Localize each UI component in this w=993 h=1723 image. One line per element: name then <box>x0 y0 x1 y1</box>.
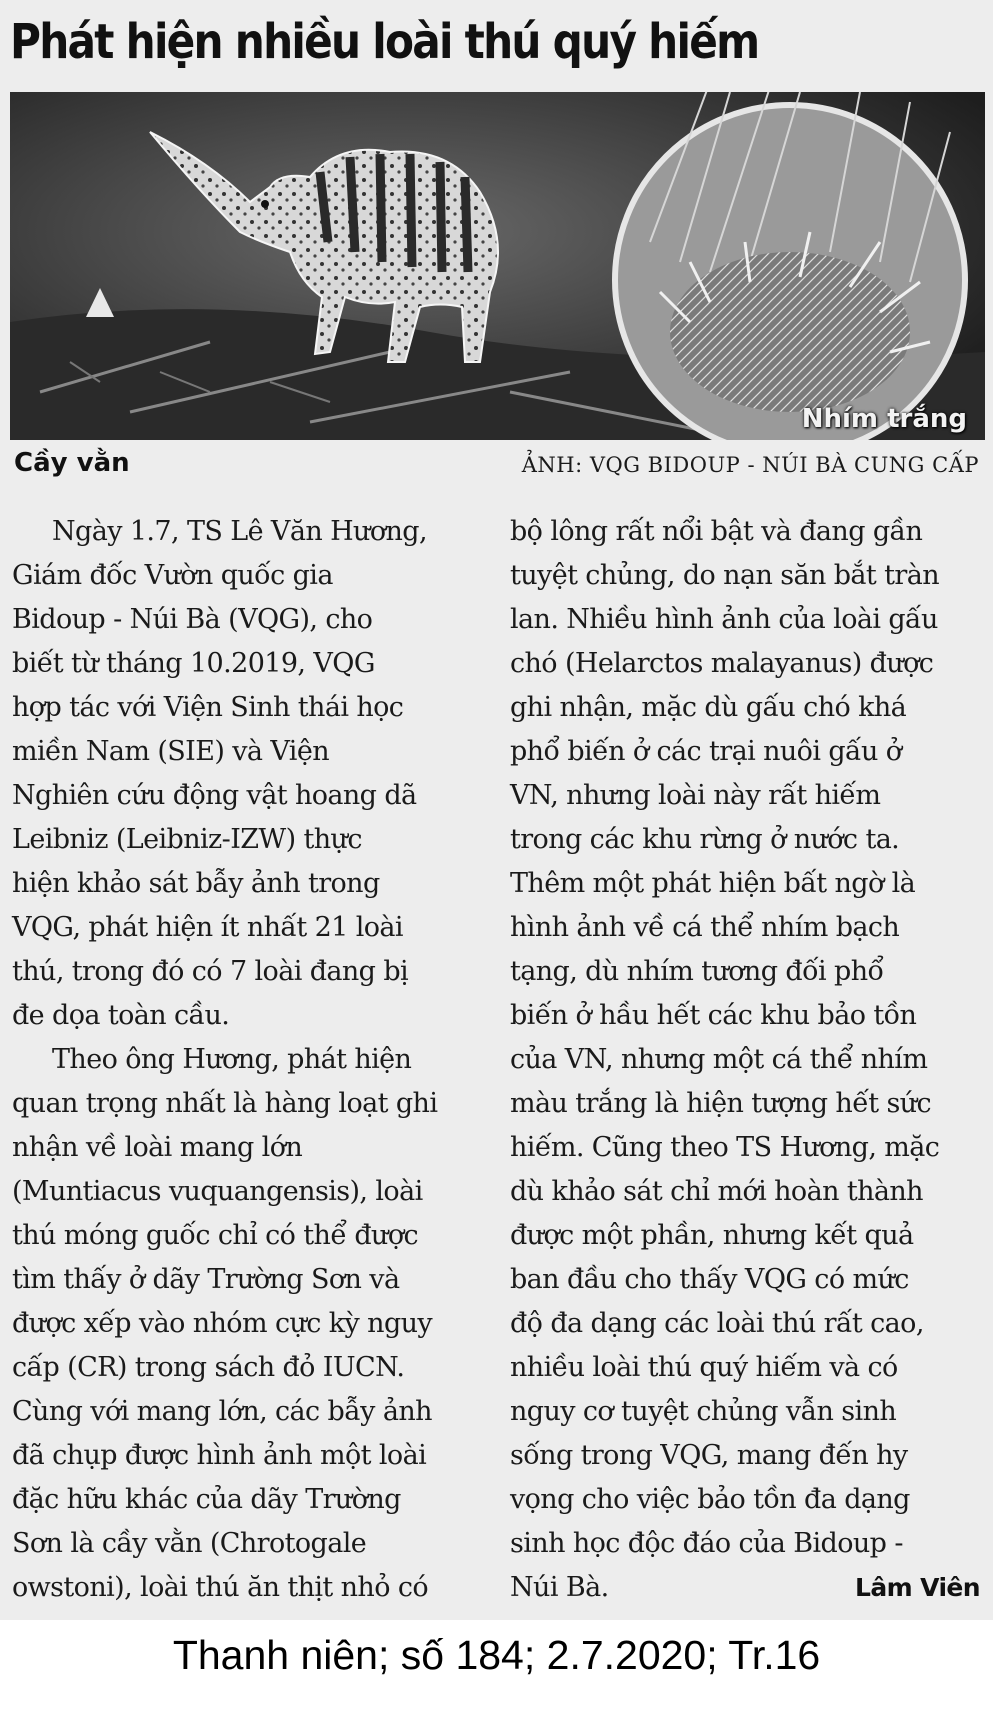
text-line: cấp (CR) trong sách đỏ IUCN. <box>12 1352 405 1383</box>
text-line: ban đầu cho thấy VQG có mức <box>510 1264 909 1295</box>
text-line: sống trong VQG, mang đến hy <box>510 1440 908 1471</box>
right-column <box>510 510 980 1610</box>
text-line: thú, trong đó có 7 loài đang bị <box>12 956 409 987</box>
text-line: (Muntiacus vuquangensis), loài <box>12 1176 423 1207</box>
text-line: VN, nhưng loài này rất hiếm <box>510 780 881 811</box>
text-line: quan trọng nhất là hàng loạt ghi <box>12 1088 438 1119</box>
text-line: hiếm. Cũng theo TS Hương, mặc <box>510 1132 940 1163</box>
article-photo <box>10 92 985 440</box>
text-line: chó (Helarctos malayanus) được <box>510 648 934 679</box>
byline: Lâm Viên <box>855 1573 980 1602</box>
text-line: biết từ tháng 10.2019, VQG <box>12 648 375 679</box>
photo-caption: Cầy vằn <box>14 448 130 478</box>
text-line: Sơn là cầy vằn (Chrotogale <box>12 1528 367 1559</box>
text-line: Bidoup - Núi Bà (VQG), cho <box>12 604 373 635</box>
text-line: tìm thấy ở dãy Trường Sơn và <box>12 1264 400 1295</box>
text-line: của VN, nhưng một cá thể nhím <box>510 1044 928 1075</box>
text-line: phổ biến ở các trại nuôi gấu ở <box>510 736 902 767</box>
text-line: Nghiên cứu động vật hoang dã <box>12 780 417 811</box>
source-line: Thanh niên; số 184; 2.7.2020; Tr.16 <box>172 1632 821 1678</box>
text-line: bộ lông rất nổi bật và đang gần <box>510 516 923 547</box>
text-line: sinh học độc đáo của Bidoup - <box>510 1528 903 1559</box>
text-line: hợp tác với Viện Sinh thái học <box>12 692 404 723</box>
text-line: tạng, dù nhím tương đối phổ <box>510 956 884 987</box>
text-line: Cùng với mang lớn, các bẫy ảnh <box>12 1396 432 1427</box>
text-line: lan. Nhiều hình ảnh của loài gấu <box>510 604 938 635</box>
text-line: Theo ông Hương, phát hiện <box>52 1044 412 1075</box>
photo-credit: ẢNH: VQG BIDOUP - NÚI BÀ CUNG CẤP <box>521 453 979 477</box>
inset-label: Nhím trắng <box>801 404 967 434</box>
text-line: Thêm một phát hiện bất ngờ là <box>510 868 916 899</box>
text-line: nhận về loài mang lớn <box>12 1132 303 1163</box>
text-line: VQG, phát hiện ít nhất 21 loài <box>12 912 403 943</box>
text-line: tuyệt chủng, do nạn săn bắt tràn <box>510 560 940 591</box>
text-line: ghi nhận, mặc dù gấu chó khá <box>510 692 907 723</box>
text-line: nguy cơ tuyệt chủng vẫn sinh <box>510 1396 897 1427</box>
text-line: đe dọa toàn cầu. <box>12 1000 230 1031</box>
text-line: hình ảnh về cá thể nhím bạch <box>510 912 900 943</box>
headline: Phát hiện nhiều loài thú quý hiếm <box>10 14 759 70</box>
text-line: dù khảo sát chỉ mới hoàn thành <box>510 1176 923 1207</box>
left-column <box>12 510 467 1610</box>
text-line: vọng cho việc bảo tồn đa dạng <box>510 1484 910 1515</box>
text-line: Leibniz (Leibniz-IZW) thực <box>12 824 362 855</box>
text-line: đã chụp được hình ảnh một loài <box>12 1440 427 1471</box>
text-line: owstoni), loài thú ăn thịt nhỏ có <box>12 1572 429 1603</box>
text-line: trong các khu rừng ở nước ta. <box>510 824 900 855</box>
text-line: được xếp vào nhóm cực kỳ nguy <box>12 1308 433 1339</box>
text-line: màu trắng là hiện tượng hết sức <box>510 1088 932 1119</box>
text-line: Ngày 1.7, TS Lê Văn Hương, <box>52 516 427 547</box>
text-line: biến ở hầu hết các khu bảo tồn <box>510 1000 917 1031</box>
text-line: thú móng guốc chỉ có thể được <box>12 1220 418 1251</box>
camera-trap-photo <box>10 92 985 440</box>
text-line: miền Nam (SIE) và Viện <box>12 736 330 767</box>
text-line: Núi Bà. <box>510 1572 609 1603</box>
text-line: hiện khảo sát bẫy ảnh trong <box>12 868 380 899</box>
text-line: nhiều loài thú quý hiếm và có <box>510 1352 898 1383</box>
text-line: đặc hữu khác của dãy Trường <box>12 1484 401 1515</box>
text-line: được một phần, nhưng kết quả <box>510 1220 914 1251</box>
last-line <box>510 1566 980 1610</box>
text-line: độ đa dạng các loài thú rất cao, <box>510 1308 924 1339</box>
text-line: Giám đốc Vườn quốc gia <box>12 560 333 591</box>
